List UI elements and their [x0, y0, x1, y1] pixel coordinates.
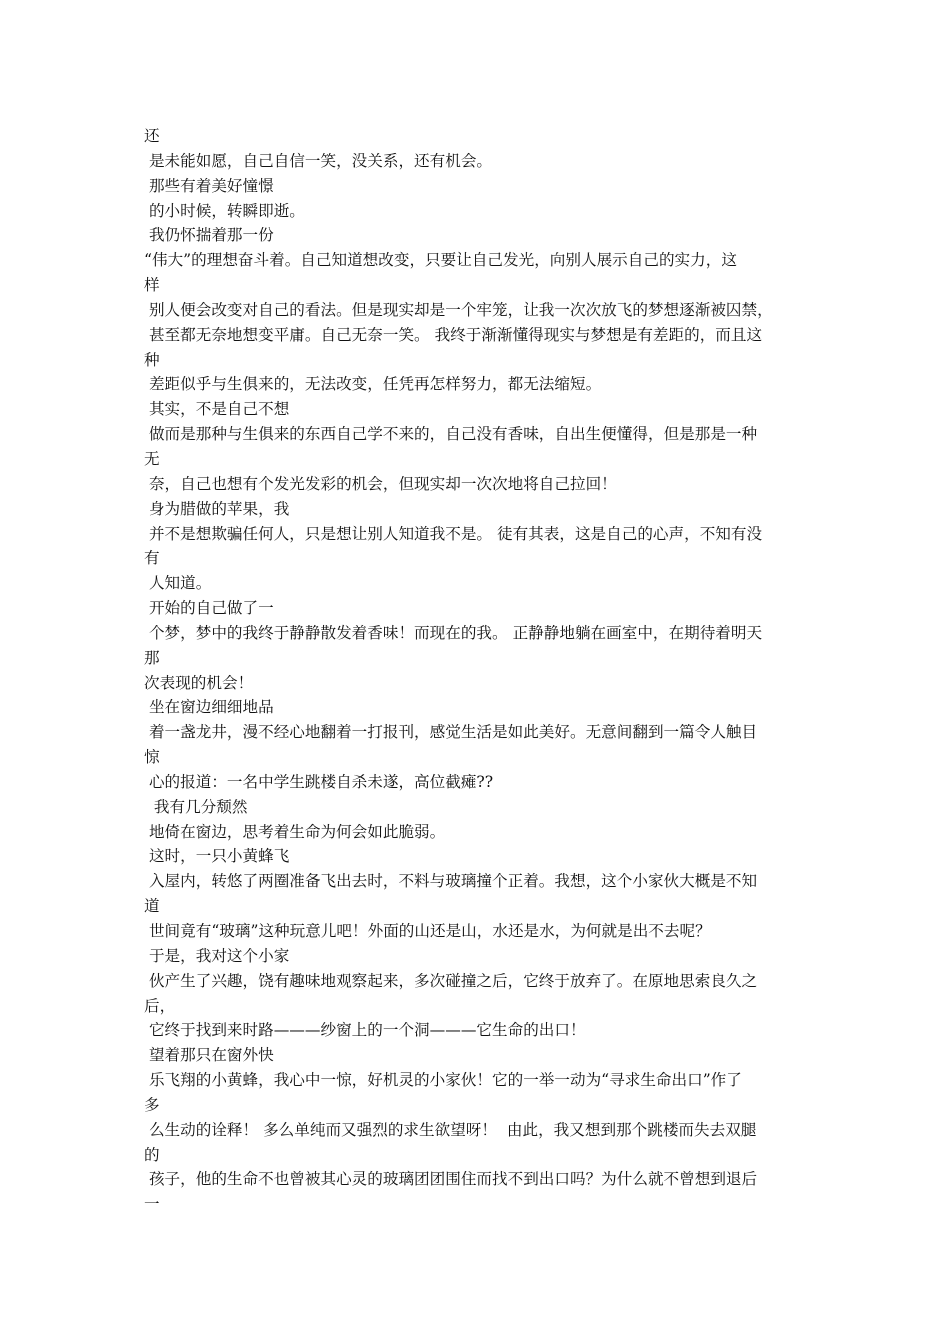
text-line: 个梦，梦中的我终于静静散发着香味！而现在的我。 正静静地躺在画室中，在期待着明天 — [144, 623, 763, 642]
text-line: 多 — [144, 1095, 160, 1114]
text-line: 那 — [144, 648, 160, 667]
text-line: 的 — [144, 1145, 160, 1164]
text-line: 是未能如愿，自己自信一笑，没关系，还有机会。 — [144, 151, 493, 170]
text-line: 别人便会改变对自己的看法。但是现实却是一个牢笼，让我一次次放飞的梦想逐渐被囚禁， — [144, 300, 773, 319]
text-line: 人知道。 — [144, 574, 212, 593]
text-line: 次表现的机会！ — [144, 673, 254, 692]
text-line: 世间竟有“玻璃”这种玩意儿吧！外面的山还是山，水还是水，为何就是出不去呢？ — [144, 922, 711, 940]
text-line: 一 — [144, 1195, 160, 1214]
text-line: 还 — [144, 127, 160, 145]
text-line: 入屋内，转悠了两圈准备飞出去时，不料与玻璃撞个正着。我想，这个小家伙大概是不知 — [144, 872, 758, 891]
text-line: 有 — [144, 549, 160, 568]
text-line: 着一盏龙井，漫不经心地翻着一打报刊，感觉生活是如此美好。无意间翻到一篇令人触目 — [144, 723, 758, 742]
text-line: 伙产生了兴趣，饶有趣味地观察起来，多次碰撞之后，它终于放弃了。在原地思索良久之 — [144, 971, 758, 990]
text-line: 心的报道：一名中学生跳楼自杀未遂，高位截瘫?? — [144, 772, 494, 791]
document-body — [144, 124, 810, 1217]
text-line: 这时，一只小黄蜂飞 — [144, 847, 290, 866]
text-line: 道 — [144, 897, 160, 916]
text-line: 奈，自己也想有个发光发彩的机会，但现实却一次次地将自己拉回！ — [144, 474, 617, 493]
text-line: 的小时候，转瞬即逝。 — [144, 201, 305, 220]
text-line: 望着那只在窗外快 — [144, 1046, 274, 1065]
text-line: 乐飞翔的小黄蜂，我心中一惊，好机灵的小家伙！它的一举一动为“寻求生命出口”作了 — [144, 1071, 742, 1090]
text-line: 并不是想欺骗任何人，只是想让别人知道我不是。 徒有其表，这是自己的心声，不知有没 — [144, 524, 763, 543]
text-line: 孩子，他的生命不也曾被其心灵的玻璃团团围住而找不到出口吗？为什么就不曾想到退后 — [144, 1170, 758, 1189]
text-line: “伟大”的理想奋斗着。自己知道想改变，只要让自己发光，向别人展示自己的实力，这 — [144, 251, 737, 270]
text-line: 开始的自己做了一 — [144, 599, 274, 618]
text-line: 后， — [144, 996, 176, 1015]
text-line: 坐在窗边细细地品 — [144, 698, 274, 717]
text-line: 差距似乎与生俱来的，无法改变，任凭再怎样努力，都无法缩短。 — [144, 375, 602, 394]
text-line: 那些有着美好憧憬 — [144, 176, 274, 195]
text-line: 它终于找到来时路———纱窗上的一个洞———它生命的出口！ — [144, 1021, 586, 1040]
text-line: 惊 — [144, 748, 160, 767]
text-line: 我仍怀揣着那一份 — [144, 226, 274, 245]
text-line: 做而是那种与生俱来的东西自己学不来的，自己没有香味，自出生便懂得，但是那是一种 — [144, 425, 758, 444]
text-line: 样 — [144, 276, 160, 295]
text-line: 甚至都无奈地想变平庸。自己无奈一笑。 我终于渐渐懂得现实与梦想是有差距的，而且这 — [144, 325, 763, 344]
text-line: 我有几分颓然 — [144, 797, 248, 816]
text-line: 无 — [144, 449, 160, 468]
text-line: 其实，不是自己不想 — [144, 400, 290, 419]
text-line: 地倚在窗边，思考着生命为何会如此脆弱。 — [144, 822, 446, 841]
text-line: 种 — [144, 350, 160, 369]
text-line: 身为腊做的苹果，我 — [144, 499, 290, 518]
text-line: 于是，我对这个小家 — [144, 946, 290, 965]
text-line: 么生动的诠释！ 多么单纯而又强烈的求生欲望呀！ 由此，我又想到那个跳楼而失去双腿 — [144, 1120, 757, 1139]
